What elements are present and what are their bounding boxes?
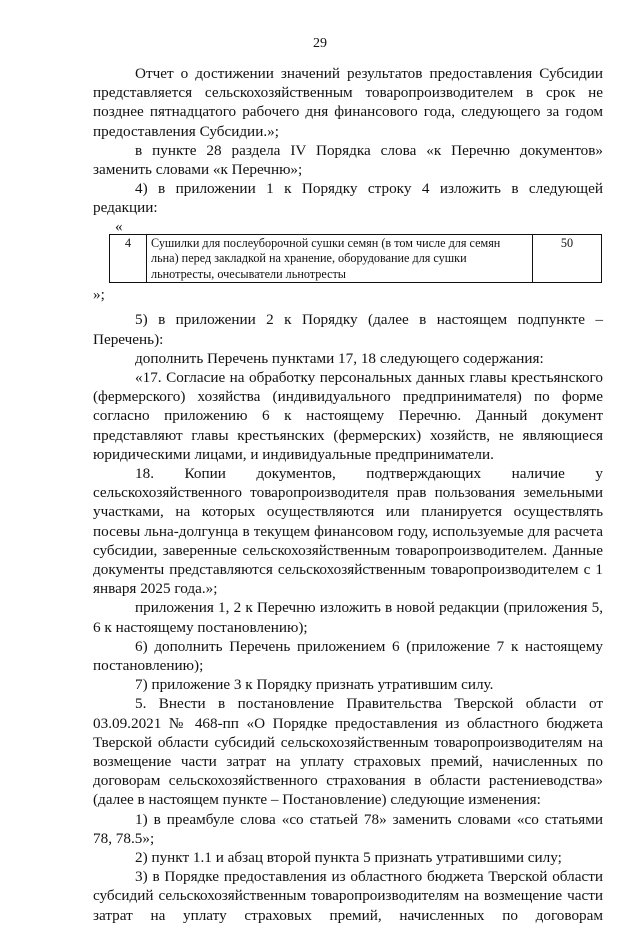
document-body bbox=[93, 64, 603, 925]
appendix-table bbox=[109, 234, 602, 284]
paragraph-new-edition: приложения 1, 2 к Перечню изложить в новой редакции (приложения 5, 6 к настоящему постановлению); bbox=[93, 599, 603, 636]
paragraph-preamble: 1) в преамбуле слова «со статьей 78» заменить словами «со статьями 78, 78.5»; bbox=[93, 810, 603, 847]
quote-close-mark: »; bbox=[93, 286, 105, 304]
paragraph-report-deadline: Отчет о достижении значений результатов предоставления Субсидии представляется сельскохозяйственным товаропроизводителем в срок не позднее пятнадцатого рабочего дня финансового года, следующего за годом предоставления Субсидии.»; bbox=[93, 65, 603, 140]
table-cell-value: 50 bbox=[533, 234, 602, 283]
paragraph-section-5: 5. Внести в постановление Правительства Тверской области от 03.09.2021 № 468-пп «О Порядке предоставления из областного бюджета Тверской области субсидий сельскохозяйственным товаропроизводителям на возмещение части затрат на уплату страховых премий, начисленных по договорам сельскохозяйственного страхования в области растениеводства» (далее в настоящем пункте – Постановление) следующие изменения: bbox=[93, 695, 603, 809]
paragraph-item-6: 6) дополнить Перечень приложением 6 (приложение 7 к настоящему постановлению); bbox=[93, 637, 603, 674]
paragraph-point-1-1: 2) пункт 1.1 и абзац второй пункта 5 признать утратившими силу; bbox=[135, 849, 562, 867]
paragraph-appendix-1: 4) в приложении 1 к Порядку строку 4 изложить в следующей редакции: bbox=[93, 180, 603, 217]
quote-open-mark: « bbox=[115, 217, 123, 235]
paragraph-point-18: 18. Копии документов, подтверждающих наличие у сельскохозяйственного товаропроизводителя прав пользования земельными участками, на которых осуществляются или планируется осуществлять посевы льна-долгунца в текущем финансовом году, используемые для расчета субсидии, заверенные сельскохозяйственным товаропроизводителем. Данные документы представляются сельскохозяйственным товаропроизводителем с 1 января 2025 года.»; bbox=[93, 464, 603, 598]
table-cell-number: 4 bbox=[110, 234, 147, 283]
table-row bbox=[110, 234, 602, 283]
paragraph-item-7: 7) приложение 3 к Порядку признать утратившим силу. bbox=[135, 676, 494, 694]
paragraph-appendix-2: 5) в приложении 2 к Порядку (далее в настоящем подпункте – Перечень): bbox=[93, 311, 603, 348]
paragraph-add-points: дополнить Перечень пунктами 17, 18 следующего содержания: bbox=[135, 349, 544, 367]
paragraph-procedure: 3) в Порядке предоставления из областного бюджета Тверской области субсидий сельскохозяйственным товаропроизводителям на возмещение части затрат на уплату страховых премий, начисленных по договорам bbox=[93, 868, 603, 924]
page-number: 29 bbox=[313, 36, 327, 51]
paragraph-point-17: «17. Согласие на обработку персональных данных главы крестьянского (фермерского) хозяйства (индивидуального предпринимателя) по форме согласно приложению 6 к настоящему Перечню. Данный документ представляют главы крестьянских (фермерских) хозяйств, не являющиеся юридическими лицами, и индивидуальные предприниматели. bbox=[93, 368, 603, 463]
paragraph-point-28: в пункте 28 раздела IV Порядка слова «к Перечню документов» заменить словами «к Перечню»; bbox=[93, 141, 603, 179]
table-cell-description: Сушилки для послеуборочной сушки семян (в том числе для семян льна) перед закладкой на хранение, оборудование для сушки льнотресты, очесыватели льнотресты bbox=[147, 234, 533, 283]
